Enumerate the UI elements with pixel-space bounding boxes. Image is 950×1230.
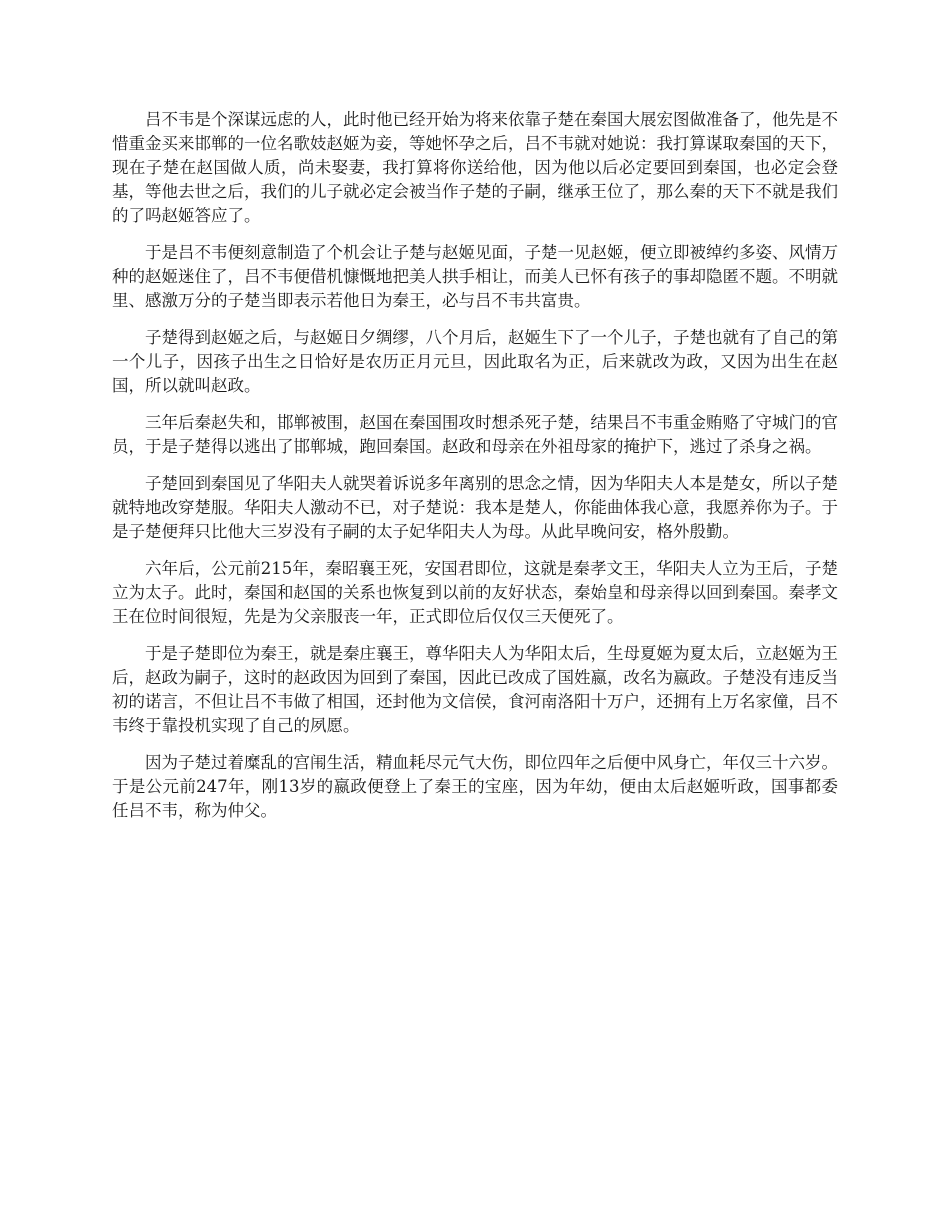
paragraph: 子楚回到秦国见了华阳夫人就哭着诉说多年离别的思念之情，因为华阳夫人本是楚女，所以子楚就特地改穿楚服。华阳夫人激动不已，对子楚说：我本是楚人，你能曲体我心意，我愿养你为子。于是子楚便拜只比他大三岁没有子嗣的太子妃华阳夫人为母。从此早晚问安，格外殷勤。 bbox=[112, 474, 838, 541]
paragraph: 子楚得到赵姬之后，与赵姬日夕绸缪，八个月后，赵姬生下了一个儿子，子楚也就有了自己的第一个儿子，因孩子出生之日恰好是农历正月元旦，因此取名为正，后来就改为政，又因为出生在赵国，所以就叫赵政。 bbox=[112, 328, 838, 395]
paragraph: 于是吕不韦便刻意制造了个机会让子楚与赵姬见面，子楚一见赵姬，便立即被绰约多姿、风情万种的赵姬迷住了，吕不韦便借机慷慨地把美人拱手相让，而美人已怀有孩子的事却隐匿不题。不明就里、感激万分的子楚当即表示若他日为秦王，必与吕不韦共富贵。 bbox=[112, 243, 838, 310]
paragraph: 因为子楚过着糜乱的宫闱生活，精血耗尽元气大伤，即位四年之后便中风身亡，年仅三十六岁。于是公元前247年，刚13岁的嬴政便登上了秦王的宝座，因为年幼，便由太后赵姬听政，国事都委任吕不韦，称为仲父。 bbox=[112, 753, 838, 820]
paragraph: 于是子楚即位为秦王，就是秦庄襄王，尊华阳夫人为华阳太后，生母夏姬为夏太后，立赵姬为王后，赵政为嗣子，这时的赵政因为回到了秦国，因此已改成了国姓嬴，改名为嬴政。子楚没有违反当初的诺言，不但让吕不韦做了相国，还封他为文信侯，食河南洛阳十万户，还拥有上万名家僮，吕不韦终于靠投机实现了自己的夙愿。 bbox=[112, 644, 838, 735]
paragraph: 六年后，公元前215年，秦昭襄王死，安国君即位，这就是秦孝文王，华阳夫人立为王后，子楚立为太子。此时，秦国和赵国的关系也恢复到以前的友好状态，秦始皇和母亲得以回到秦国。秦孝文王在位时间很短，先是为父亲服丧一年，正式即位后仅仅三天便死了。 bbox=[112, 559, 838, 626]
paragraph: 三年后秦赵失和，邯郸被围，赵国在秦国围攻时想杀死子楚，结果吕不韦重金贿赂了守城门的官员，于是子楚得以逃出了邯郸城，跑回秦国。赵政和母亲在外祖母家的掩护下，逃过了杀身之祸。 bbox=[112, 413, 838, 456]
paragraph: 吕不韦是个深谋远虑的人，此时他已经开始为将来依靠子楚在秦国大展宏图做准备了，他先是不惜重金买来邯郸的一位名歌妓赵姬为妾，等她怀孕之后，吕不韦就对她说：我打算谋取秦国的天下，现在子楚在赵国做人质，尚未娶妻，我打算将你送给他，因为他以后必定要回到秦国，也必定会登基，等他去世之后，我们的儿子就必定会被当作子楚的子嗣，继承王位了，那么秦的天下不就是我们的了吗赵姬答应了。 bbox=[112, 110, 838, 225]
document-body bbox=[112, 108, 838, 836]
